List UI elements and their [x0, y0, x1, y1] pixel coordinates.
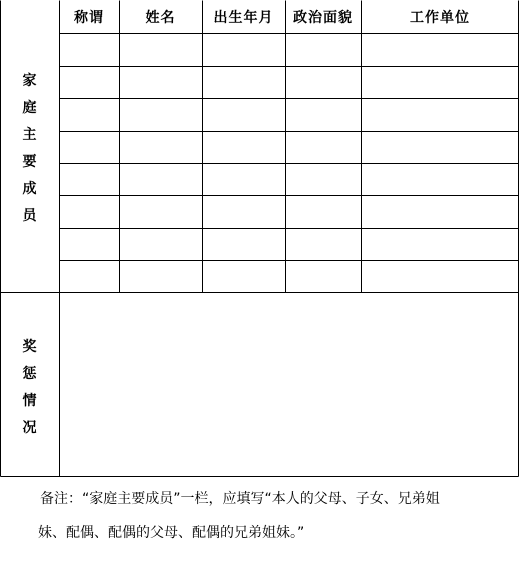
remarks-note — [40, 482, 500, 550]
awards-label-char: 情 — [22, 393, 37, 409]
family-members-label — [0, 68, 59, 230]
family-label-char: 要 — [22, 154, 37, 170]
remarks-line-1: 备注：“家庭主要成员”一栏，应填写“本人的父母、子女、兄弟姐 — [40, 491, 440, 507]
header-cell-birth: 出生年月 — [213, 10, 274, 26]
family-label-char: 家 — [22, 73, 37, 89]
awards-label-char: 况 — [22, 420, 37, 436]
awards-label-char: 惩 — [22, 366, 37, 382]
awards-penalties-label — [0, 334, 59, 442]
family-label-char: 庭 — [22, 100, 37, 116]
header-cell-political: 政治面貌 — [293, 10, 353, 26]
remarks-line-2: 妹、配偶、配偶的父母、配偶的兄弟姐妹。” — [38, 525, 305, 541]
header-cell-name: 姓名 — [145, 10, 176, 26]
family-label-char: 成 — [22, 181, 37, 197]
family-label-char: 员 — [22, 208, 37, 224]
header-cell-relation: 称谓 — [74, 10, 104, 26]
awards-label-char: 奖 — [22, 339, 37, 355]
header-cell-employer: 工作单位 — [410, 10, 470, 26]
family-label-char: 主 — [22, 127, 37, 143]
